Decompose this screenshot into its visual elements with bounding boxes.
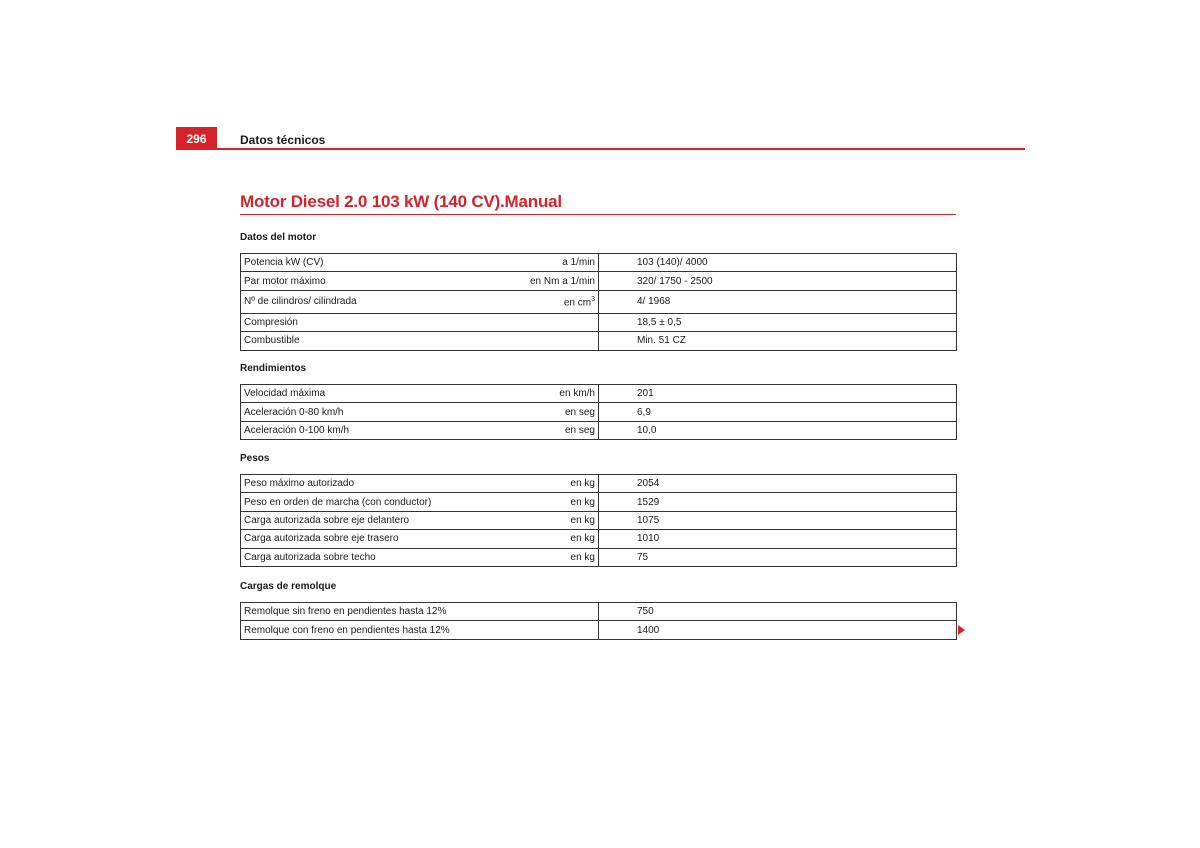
table-row <box>241 313 957 331</box>
table-row <box>241 548 957 566</box>
trailer-loads-table <box>240 602 957 640</box>
row-unit <box>491 313 599 331</box>
table-row <box>241 603 957 621</box>
row-unit <box>491 603 599 621</box>
row-value: Min. 51 CZ <box>599 332 957 350</box>
row-value: 1010 <box>599 530 957 548</box>
table-row <box>241 511 957 529</box>
row-value: 18,5 ± 0,5 <box>599 313 957 331</box>
row-label: Combustible <box>241 332 491 350</box>
row-label: Carga autorizada sobre eje trasero <box>241 530 491 548</box>
row-value: 75 <box>599 548 957 566</box>
row-label: Aceleración 0-100 km/h <box>241 421 491 439</box>
row-unit: en kg <box>491 493 599 511</box>
row-label: Peso en orden de marcha (con conductor) <box>241 493 491 511</box>
section-heading-engine-data: Datos del motor <box>240 232 317 243</box>
section-heading-weights: Pesos <box>240 453 270 464</box>
row-label: Velocidad máxima <box>241 385 491 403</box>
row-label: Remolque sin freno en pendientes hasta 12% <box>241 603 491 621</box>
row-unit: en seg <box>491 403 599 421</box>
table-row <box>241 272 957 290</box>
row-label: Nº de cilindros/ cilindrada <box>241 290 491 313</box>
table-row <box>241 530 957 548</box>
weights-table <box>240 474 957 567</box>
row-label: Peso máximo autorizado <box>241 475 491 493</box>
row-unit: en km/h <box>491 385 599 403</box>
row-value: 750 <box>599 603 957 621</box>
table-row <box>241 385 957 403</box>
engine-data-table <box>240 253 957 351</box>
section-heading-trailer-loads: Cargas de remolque <box>240 581 337 592</box>
page-number: 296 <box>176 127 217 149</box>
row-value: 1529 <box>599 493 957 511</box>
row-unit: a 1/min <box>491 254 599 272</box>
row-label: Aceleración 0-80 km/h <box>241 403 491 421</box>
row-value: 1400 <box>599 621 957 639</box>
row-unit: en kg <box>491 548 599 566</box>
row-label: Carga autorizada sobre eje delantero <box>241 511 491 529</box>
row-value: 320/ 1750 - 2500 <box>599 272 957 290</box>
row-value: 201 <box>599 385 957 403</box>
table-row <box>241 290 957 313</box>
title-divider <box>240 214 956 215</box>
row-value: 103 (140)/ 4000 <box>599 254 957 272</box>
page-title: Motor Diesel 2.0 103 kW (140 CV).Manual <box>240 192 562 211</box>
row-value: 6,9 <box>599 403 957 421</box>
row-unit: en kg <box>491 475 599 493</box>
row-value: 4/ 1968 <box>599 290 957 313</box>
row-unit: en kg <box>491 530 599 548</box>
triangle-right-icon <box>958 625 965 635</box>
unit-text: en cm <box>563 296 592 308</box>
row-unit <box>491 290 599 313</box>
row-unit <box>491 621 599 639</box>
section-heading-performance: Rendimientos <box>240 363 307 374</box>
row-value: 1075 <box>599 511 957 529</box>
row-unit: en Nm a 1/min <box>491 272 599 290</box>
row-unit: en kg <box>491 511 599 529</box>
row-label: Remolque con freno en pendientes hasta 12% <box>241 621 491 639</box>
table-row <box>241 332 957 350</box>
row-unit: en seg <box>491 421 599 439</box>
row-label: Par motor máximo <box>241 272 491 290</box>
table-row <box>241 421 957 439</box>
table-row <box>241 621 957 639</box>
row-value: 2054 <box>599 475 957 493</box>
table-row <box>241 493 957 511</box>
unit-superscript: 3 <box>591 295 595 303</box>
running-header-title: Datos técnicos <box>240 133 326 147</box>
table-row <box>241 403 957 421</box>
row-label: Carga autorizada sobre techo <box>241 548 491 566</box>
row-unit <box>491 332 599 350</box>
header-divider <box>176 148 1025 150</box>
row-label: Potencia kW (CV) <box>241 254 491 272</box>
table-row <box>241 475 957 493</box>
table-row <box>241 254 957 272</box>
row-value: 10,0 <box>599 421 957 439</box>
row-label: Compresión <box>241 313 491 331</box>
performance-table <box>240 384 957 440</box>
